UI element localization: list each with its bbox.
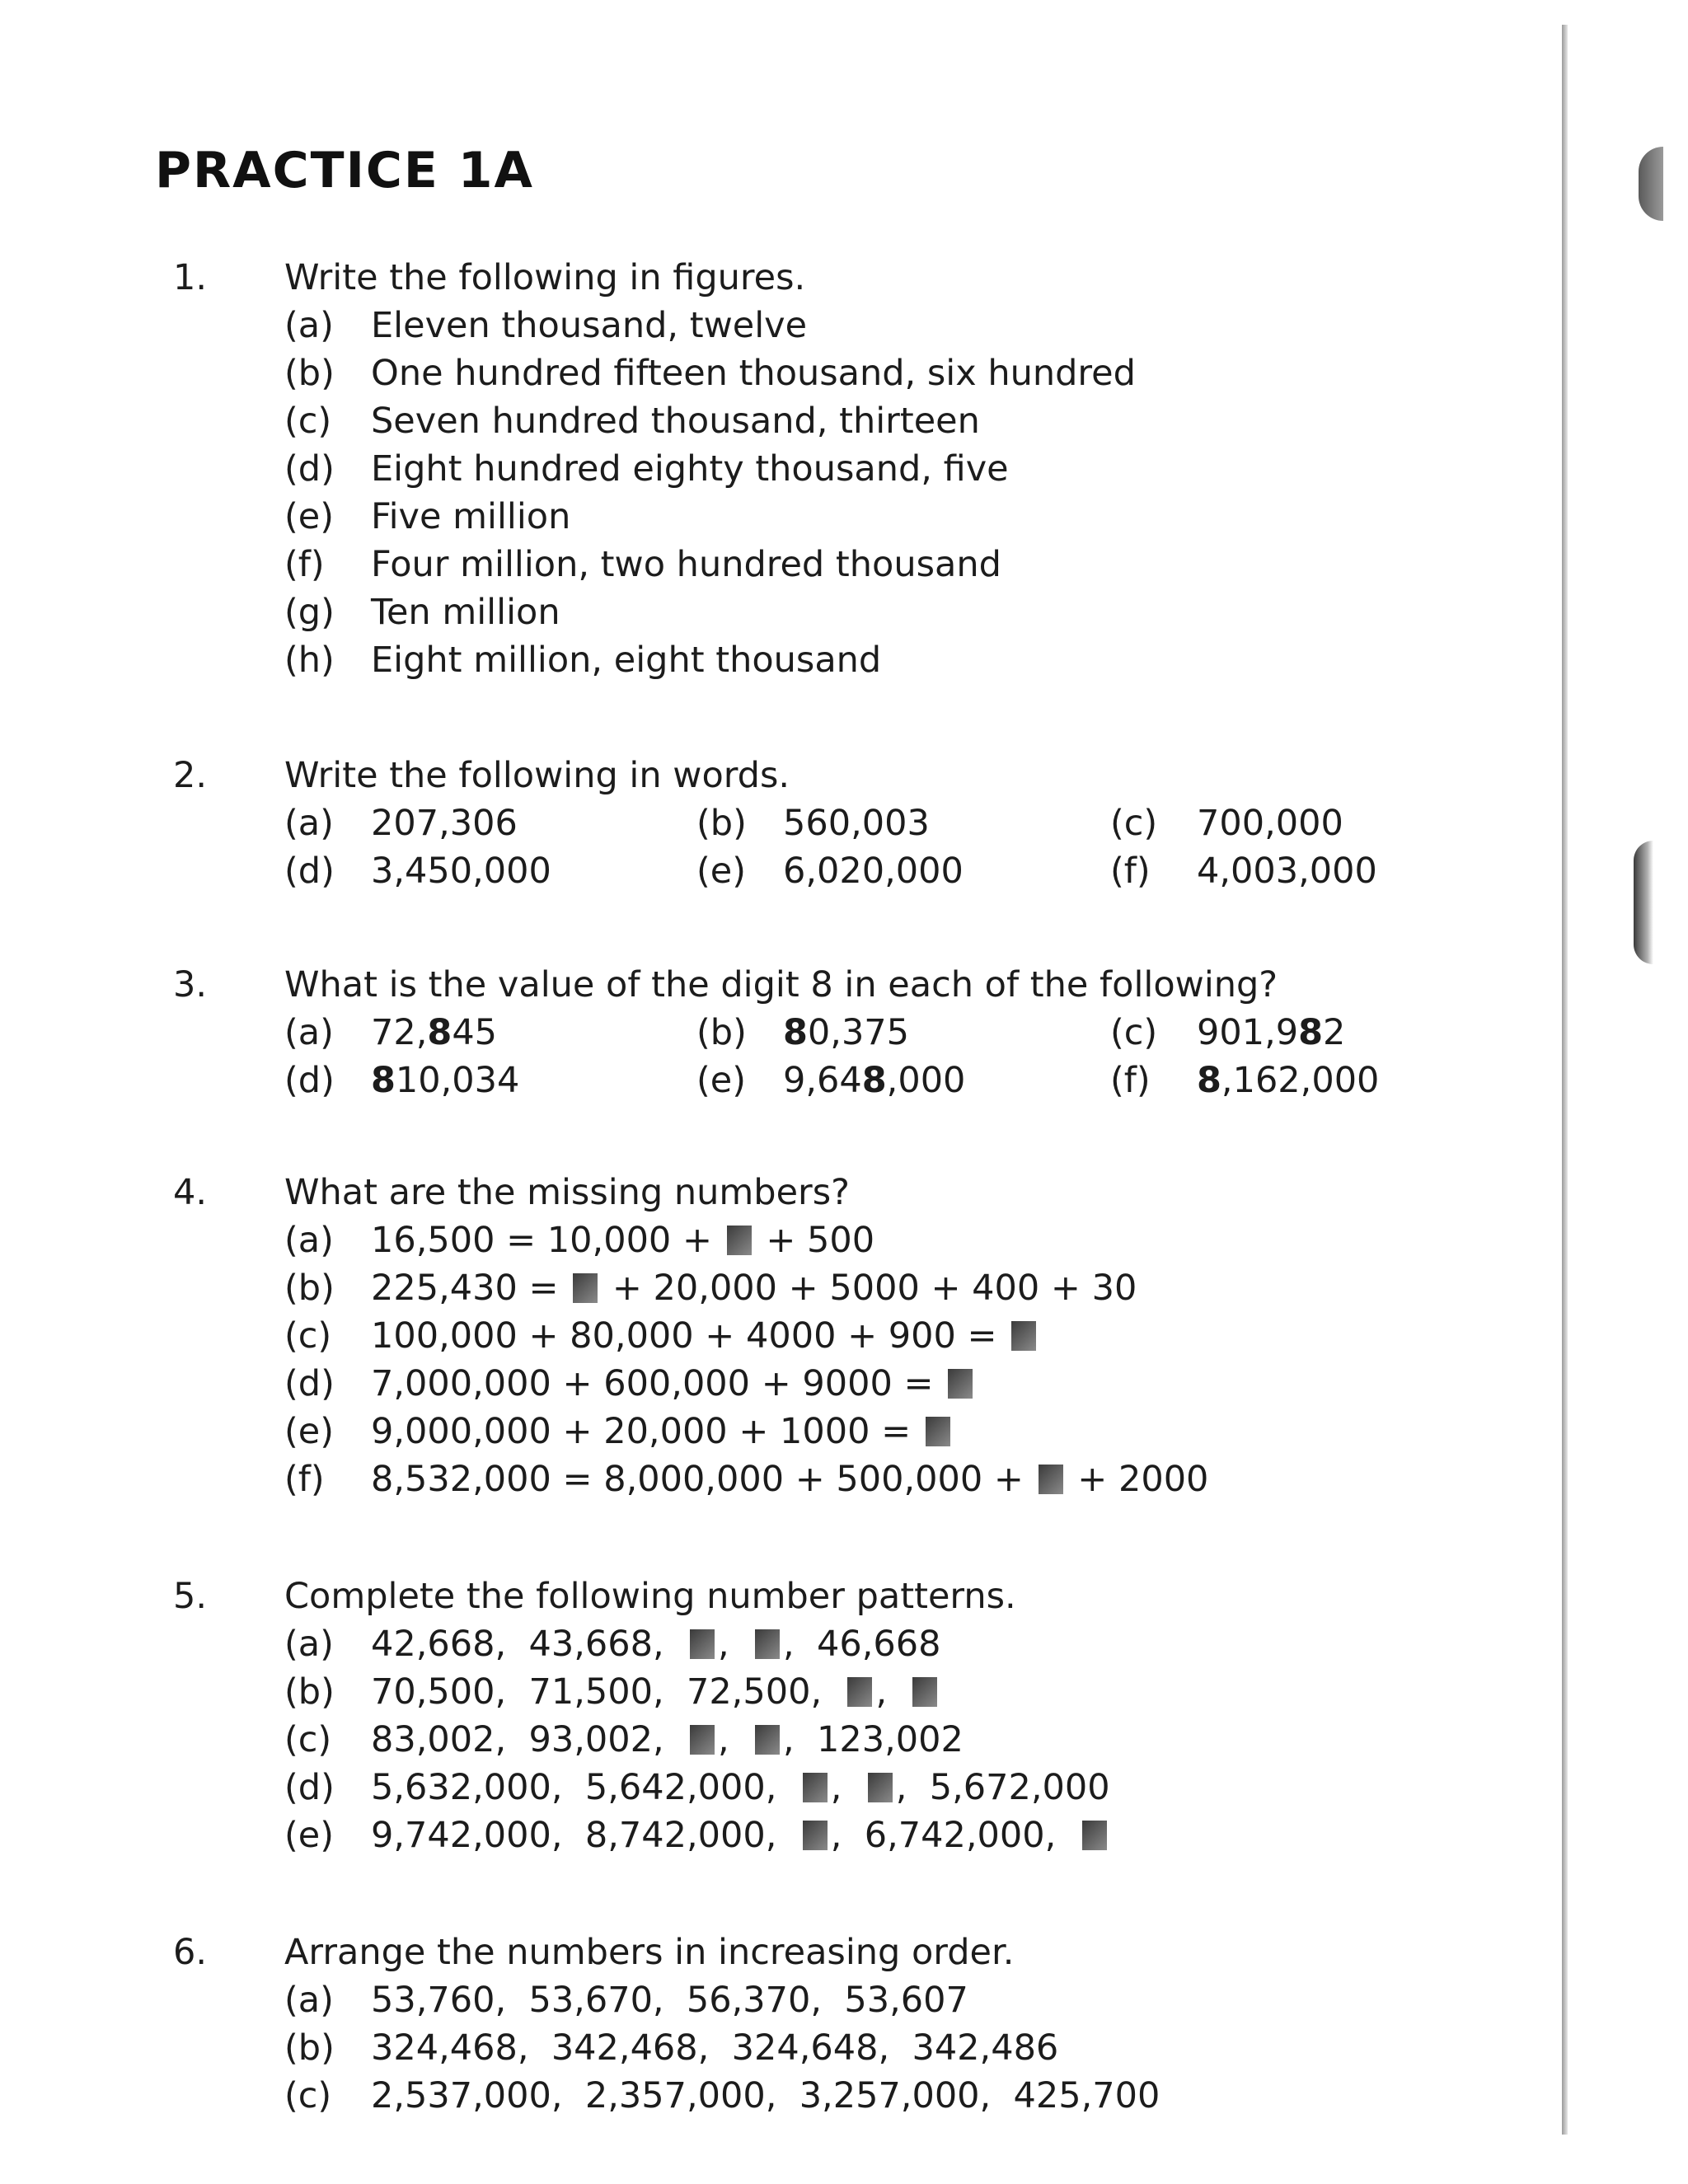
item-text: One hundred fifteen thousand, six hundred: [371, 353, 1136, 394]
highlighted-digit: 8: [1197, 1060, 1221, 1101]
list-item: [284, 1716, 1110, 1764]
item-text: 3,450,000: [371, 851, 551, 892]
item-row: [284, 1009, 1379, 1057]
item-label: (a): [284, 305, 334, 346]
number-text: [1197, 1009, 1345, 1057]
pattern-separator: ,: [717, 1624, 752, 1665]
missing-number-box: [948, 1369, 973, 1399]
list-item: [284, 2024, 1160, 2072]
item-label: (b): [284, 2027, 335, 2069]
pattern-separator: ,: [551, 1815, 585, 1856]
list-item: [284, 1668, 1110, 1716]
item-label: (a): [284, 1012, 334, 1053]
item-label: (c): [284, 2075, 332, 2116]
number-pattern: [371, 1811, 1110, 1859]
question-number: 1.: [173, 257, 208, 298]
list-item: [284, 1264, 1208, 1312]
item-text: Eight hundred eighty thousand, five: [371, 448, 1009, 490]
list-item: [284, 445, 1136, 493]
number-part: 0,375: [807, 1012, 910, 1053]
pattern-term: 43,668: [528, 1624, 653, 1665]
item-label: (f): [284, 1459, 325, 1500]
list-item: [284, 1312, 1208, 1360]
item-label: (d): [284, 448, 335, 490]
item-row: [284, 799, 1377, 847]
item-text: 560,003: [783, 803, 930, 844]
item-text: 324,468, 342,468, 324,648, 342,486: [371, 2027, 1059, 2069]
number-text: [783, 1057, 965, 1104]
item-label: (e): [284, 496, 335, 537]
item-row: [284, 1057, 1379, 1104]
pattern-separator: ,: [782, 1719, 817, 1760]
pattern-separator: ,: [495, 1624, 529, 1665]
list-item: [284, 397, 1136, 445]
pattern-separator: ,: [495, 1671, 529, 1713]
item-text: 700,000: [1197, 803, 1343, 844]
number-pattern: [371, 1716, 964, 1764]
list-item: [284, 1009, 696, 1057]
pattern-separator: ,: [1044, 1815, 1079, 1856]
missing-number-box: [1039, 1465, 1063, 1494]
pattern-term: 93,002: [528, 1719, 653, 1760]
list-item: [1110, 1057, 1379, 1104]
question-prompt: Write the following in figures.: [284, 257, 806, 298]
question-prompt: What is the value of the digit 8 in each of the following?: [284, 964, 1278, 1005]
item-text: 6,020,000: [783, 851, 964, 892]
item-label: (e): [284, 1815, 335, 1856]
item-text: 2,537,000, 2,357,000, 3,257,000, 425,700: [371, 2075, 1160, 2116]
number-text: [371, 1057, 519, 1104]
list-item: [284, 302, 1136, 349]
question-body: [284, 961, 1379, 1104]
highlighted-digit: 8: [371, 1060, 396, 1101]
number-text: [783, 1009, 909, 1057]
highlighted-digit: 8: [1298, 1012, 1324, 1053]
list-item: [1110, 847, 1377, 895]
question-prompt: Arrange the numbers in increasing order.: [284, 1932, 1015, 1973]
item-label: (d): [284, 1767, 335, 1808]
question-body: [284, 752, 1377, 895]
question-body: [284, 1929, 1160, 2120]
question-number: 5.: [173, 1576, 208, 1617]
page-title: PRACTICE 1A: [155, 142, 534, 199]
item-label: (f): [1110, 1060, 1151, 1101]
item-text: Four million, two hundred thousand: [371, 544, 1001, 585]
pattern-separator: ,: [551, 1767, 585, 1808]
number-part: 10,034: [395, 1060, 520, 1101]
item-label: (a): [284, 1220, 334, 1261]
list-item: [284, 799, 696, 847]
pattern-term: 9,742,000: [371, 1815, 551, 1856]
question-number: 3.: [173, 964, 208, 1005]
missing-number-box: [803, 1773, 828, 1802]
pattern-separator: ,: [717, 1719, 752, 1760]
equation-text: 16,500 = 10,000 +: [371, 1220, 724, 1261]
item-text: Ten million: [371, 592, 560, 633]
equation-text: 7,000,000 + 600,000 + 9000 =: [371, 1363, 945, 1404]
binding-hole: [1639, 147, 1663, 221]
question-prompt: Write the following in words.: [284, 755, 790, 796]
item-label: (e): [284, 1411, 335, 1452]
missing-number-box: [573, 1273, 598, 1303]
item-label: (c): [1110, 803, 1158, 844]
item-text: Five million: [371, 496, 571, 537]
pattern-term: 42,668: [371, 1624, 495, 1665]
number-pattern: [371, 1668, 940, 1716]
missing-number-box: [803, 1821, 828, 1850]
list-item: [284, 636, 1136, 684]
list-item: [284, 1620, 1110, 1668]
list-item: [284, 1455, 1208, 1503]
pattern-separator: ,: [830, 1767, 865, 1808]
missing-number-box: [727, 1226, 752, 1255]
list-item: [284, 1216, 1208, 1264]
equation-text: 8,532,000 = 8,000,000 + 500,000 +: [371, 1459, 1035, 1500]
pattern-term: 70,500: [371, 1671, 495, 1713]
missing-number-box: [690, 1725, 715, 1755]
item-label: (a): [284, 1624, 334, 1665]
item-label: (a): [284, 803, 334, 844]
item-label: (c): [1110, 1012, 1158, 1053]
item-text: Eight million, eight thousand: [371, 640, 882, 681]
page-edge: [1562, 25, 1568, 2135]
pattern-term: 83,002: [371, 1719, 495, 1760]
item-text: Seven hundred thousand, thirteen: [371, 401, 980, 442]
item-label: (b): [696, 803, 747, 844]
item-label: (a): [284, 1980, 334, 2021]
list-item: [284, 1360, 1208, 1408]
list-item: [284, 1811, 1110, 1859]
item-label: (b): [284, 353, 335, 394]
number-part: ,000: [886, 1060, 966, 1101]
pattern-separator: ,: [765, 1767, 799, 1808]
missing-number-box: [1082, 1821, 1107, 1850]
item-label: (h): [284, 640, 335, 681]
missing-number-box: [1011, 1321, 1036, 1351]
pattern-separator: ,: [652, 1719, 687, 1760]
missing-number-box: [755, 1725, 780, 1755]
list-item: [696, 1009, 1110, 1057]
binding-hole: [1634, 841, 1653, 964]
question-body: [284, 254, 1136, 684]
list-item: [284, 541, 1136, 588]
highlighted-digit: 8: [783, 1012, 808, 1053]
item-row: [284, 847, 1377, 895]
item-text: 53,760, 53,670, 56,370, 53,607: [371, 1980, 968, 2021]
pattern-term: 5,642,000: [584, 1767, 766, 1808]
item-label: (d): [284, 1363, 335, 1404]
question-body: [284, 1169, 1208, 1503]
item-label: (b): [284, 1268, 335, 1309]
number-part: 45: [452, 1012, 498, 1053]
list-item: [1110, 799, 1343, 847]
list-item: [284, 2072, 1160, 2120]
pattern-separator: ,: [652, 1624, 687, 1665]
pattern-term: 5,672,000: [929, 1767, 1110, 1808]
question-body: [284, 1572, 1110, 1859]
number-part: 72,: [371, 1012, 428, 1053]
list-item: [696, 1057, 1110, 1104]
missing-number-box: [755, 1629, 780, 1659]
item-text: 207,306: [371, 803, 518, 844]
pattern-separator: ,: [782, 1624, 817, 1665]
question-number: 2.: [173, 755, 208, 796]
item-label: (c): [284, 1315, 332, 1357]
question-prompt: What are the missing numbers?: [284, 1172, 850, 1213]
equation-text: 9,000,000 + 20,000 + 1000 =: [371, 1411, 922, 1452]
number-pattern: [371, 1764, 1110, 1811]
pattern-separator: ,: [810, 1671, 845, 1713]
missing-number-box: [868, 1773, 893, 1802]
question-number: 4.: [173, 1172, 208, 1213]
item-label: (f): [284, 544, 325, 585]
pattern-separator: ,: [495, 1719, 529, 1760]
item-text: 4,003,000: [1197, 851, 1377, 892]
missing-number-box: [847, 1677, 872, 1707]
equation-text: + 2000: [1066, 1459, 1209, 1500]
item-label: (e): [696, 851, 747, 892]
item-label: (b): [284, 1671, 335, 1713]
pattern-separator: ,: [830, 1815, 865, 1856]
item-label: (c): [284, 401, 332, 442]
number-text: [1197, 1057, 1379, 1104]
list-item: [284, 349, 1136, 397]
number-pattern: [371, 1620, 940, 1668]
list-item: [1110, 1009, 1345, 1057]
number-text: [371, 1009, 497, 1057]
list-item: [284, 847, 696, 895]
item-label: (c): [284, 1719, 332, 1760]
item-label: (d): [284, 851, 335, 892]
number-part: ,162,000: [1221, 1060, 1380, 1101]
pattern-separator: ,: [652, 1671, 687, 1713]
list-item: [284, 1057, 696, 1104]
equation-text: 225,430 =: [371, 1268, 570, 1309]
item-text: Eleven thousand, twelve: [371, 305, 808, 346]
pattern-term: 123,002: [817, 1719, 964, 1760]
list-item: [284, 588, 1136, 636]
item-label: (d): [284, 1060, 335, 1101]
question-prompt: Complete the following number patterns.: [284, 1576, 1016, 1617]
item-label: (g): [284, 592, 335, 633]
item-label: (e): [696, 1060, 747, 1101]
number-part: 2: [1323, 1012, 1346, 1053]
pattern-separator: ,: [765, 1815, 799, 1856]
pattern-term: 6,742,000: [864, 1815, 1045, 1856]
item-label: (f): [1110, 851, 1151, 892]
list-item: [284, 1976, 1160, 2024]
missing-number-box: [690, 1629, 715, 1659]
pattern-separator: ,: [895, 1767, 930, 1808]
pattern-term: 72,500: [686, 1671, 811, 1713]
highlighted-digit: 8: [427, 1012, 452, 1053]
pattern-term: 5,632,000: [371, 1767, 551, 1808]
missing-number-box: [926, 1417, 950, 1446]
list-item: [696, 799, 1110, 847]
item-label: (b): [696, 1012, 747, 1053]
number-part: 901,9: [1197, 1012, 1299, 1053]
pattern-separator: ,: [875, 1671, 910, 1713]
pattern-term: 46,668: [817, 1624, 941, 1665]
list-item: [696, 847, 1110, 895]
question-number: 6.: [173, 1932, 208, 1973]
list-item: [284, 1408, 1208, 1455]
equation-text: 100,000 + 80,000 + 4000 + 900 =: [371, 1315, 1009, 1357]
number-part: 9,64: [783, 1060, 862, 1101]
highlighted-digit: 8: [861, 1060, 887, 1101]
missing-number-box: [912, 1677, 937, 1707]
list-item: [284, 493, 1136, 541]
pattern-term: 71,500: [528, 1671, 653, 1713]
pattern-term: 8,742,000: [584, 1815, 766, 1856]
equation-text: + 500: [754, 1220, 875, 1261]
equation-text: + 20,000 + 5000 + 400 + 30: [601, 1268, 1137, 1309]
list-item: [284, 1764, 1110, 1811]
